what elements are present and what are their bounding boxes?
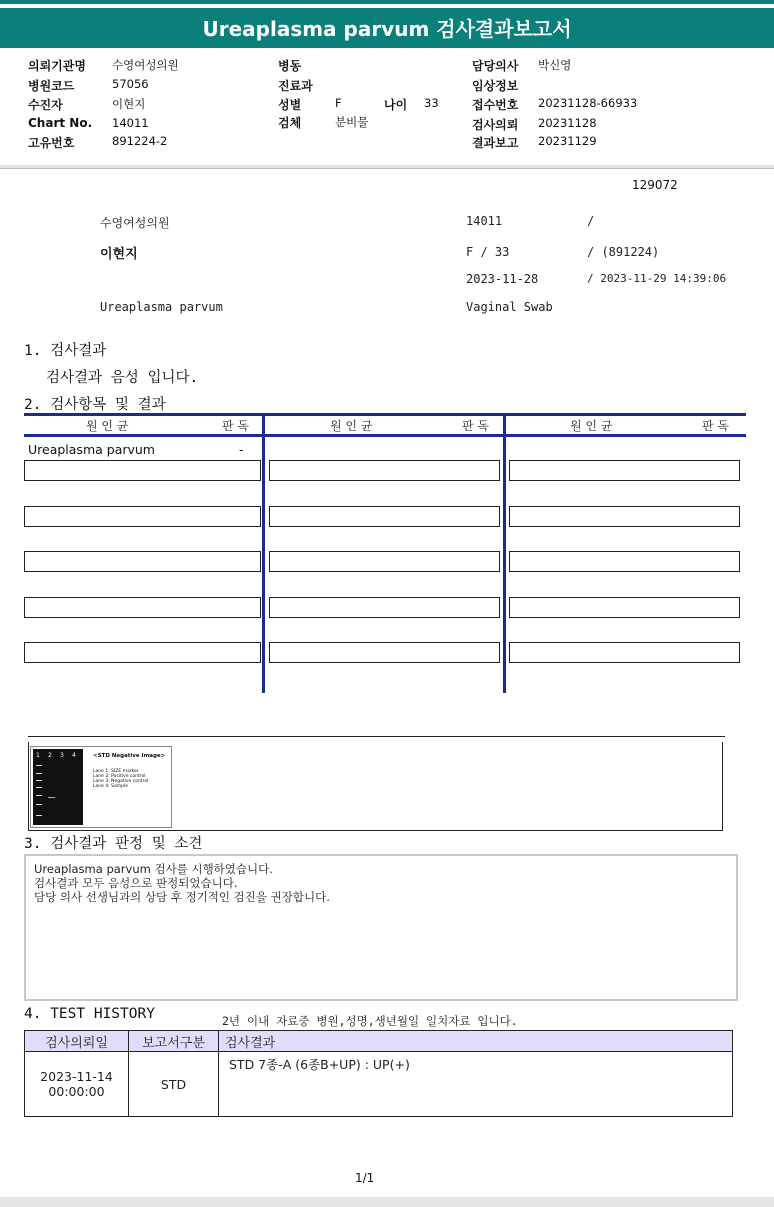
specimen-label: 검체 [278, 116, 302, 130]
dept-label: 진료과 [278, 79, 313, 93]
result-cell [509, 551, 740, 572]
result-cell [24, 460, 261, 481]
report-label: 결과보고 [472, 136, 519, 150]
report-number: 129072 [632, 178, 678, 192]
summary-hospital: 수영여성의원 [100, 216, 170, 230]
request-value: 20231128 [538, 116, 597, 130]
report-title: Ureaplasma parvum 검사결과보고서 [0, 8, 774, 48]
history-time: 00:00:00 [48, 1084, 105, 1099]
lane-4-label: 4 [72, 752, 76, 759]
history-date-cell [25, 1052, 129, 1117]
receipt-label: 접수번호 [472, 98, 519, 112]
lane-3-label: 3 [60, 752, 64, 759]
doctor-value: 박신영 [538, 58, 572, 72]
marker-band [36, 815, 42, 816]
request-label: 검사의뢰 [472, 118, 519, 132]
result-cell [24, 642, 261, 663]
gel-legend [93, 769, 148, 789]
col2-pathogen-header: 원 인 균 [330, 419, 373, 433]
age-label: 나이 [384, 98, 408, 112]
col1-pathogen-header: 원 인 균 [86, 419, 129, 433]
summary-test: Ureaplasma parvum [100, 300, 223, 314]
gel-title: <STD Negative Image> [93, 753, 166, 759]
marker-band [36, 765, 42, 766]
history-type: STD [129, 1052, 219, 1117]
table-top-rule [24, 413, 746, 416]
column-divider-2 [503, 413, 506, 693]
result-cell [509, 597, 740, 618]
col3-result-header: 판 독 [702, 419, 729, 433]
patient-label: 수진자 [28, 98, 63, 112]
finding-line: Ureaplasma parvum 검사를 시행하였습니다. [34, 862, 273, 876]
top-accent-line [0, 0, 774, 4]
page-number: 1/1 [355, 1171, 375, 1185]
sex-value: F [335, 96, 342, 110]
result-cell [269, 460, 500, 481]
sex-label: 성별 [278, 98, 302, 112]
summary-birth: / (891224) [587, 245, 660, 259]
unique-label: 고유번호 [28, 136, 75, 150]
section2-title: 2. 검사항목 및 결과 [24, 397, 166, 413]
result-cell [509, 506, 740, 527]
findings-box [24, 854, 738, 1001]
bottom-bar [0, 1197, 774, 1207]
hospital-label: 의뢰기관명 [28, 59, 86, 73]
section3-title: 3. 검사결과 판정 및 소견 [24, 836, 203, 852]
col3-pathogen-header: 원 인 균 [570, 419, 613, 433]
table-head-rule [24, 434, 746, 437]
unique-value: 891224-2 [112, 134, 168, 148]
report-value: 20231129 [538, 134, 597, 148]
marker-band [36, 795, 42, 796]
gel-legend-line: Lane 3: Negative control [93, 779, 149, 784]
summary-request-date: 2023-11-28 [466, 272, 539, 286]
column-divider-1 [262, 413, 265, 693]
result-cell [509, 642, 740, 663]
summary-chart: 14011 [466, 214, 503, 228]
header-divider-line [0, 168, 774, 169]
pathogen-result: - [239, 442, 244, 457]
history-result: STD 7종-A (6종B+UP) : UP(+) [219, 1052, 733, 1117]
marker-band [36, 787, 42, 788]
history-col-type: 보고서구분 [129, 1031, 219, 1052]
hospital-value: 수영여성의원 [112, 58, 179, 72]
gel-lanes-panel [33, 749, 83, 825]
history-note: 2년 이내 자료중 병원,성명,생년월일 일치자료 입니다. [222, 1014, 518, 1028]
receipt-value: 20231128-66933 [538, 96, 638, 110]
pathogen-name: Ureaplasma parvum [28, 442, 155, 457]
marker-band [36, 780, 42, 781]
gel-top-rule [28, 736, 725, 737]
doctor-label: 담당의사 [472, 59, 519, 73]
result-cell [269, 551, 500, 572]
lane-2-label: 2 [48, 752, 52, 759]
section4-title: 4. TEST HISTORY [24, 1006, 155, 1022]
patient-value: 이현지 [112, 97, 146, 111]
std-negative-gel-image [30, 746, 172, 828]
lane-1-label: 1 [36, 752, 40, 759]
marker-band [36, 773, 42, 774]
code-label: 병원코드 [28, 79, 75, 93]
finding-line: 담당 의사 선생님과의 상담 후 정기적인 검진을 권장합니다. [34, 890, 330, 904]
summary-report-datetime: / 2023-11-29 14:39:06 [587, 272, 727, 285]
gel-legend-line: Lane 2: Positive control [93, 774, 146, 779]
summary-slash: / [587, 214, 595, 228]
test-history-table [24, 1030, 733, 1117]
summary-sex-age: F / 33 [466, 245, 510, 259]
result-cell [269, 642, 500, 663]
result-cell [24, 551, 261, 572]
ward-label: 병동 [278, 59, 302, 73]
result-cell [269, 597, 500, 618]
result-cell [269, 506, 500, 527]
col1-result-header: 판 독 [222, 419, 249, 433]
specimen-value: 분비물 [335, 115, 369, 129]
age-value: 33 [424, 96, 439, 110]
summary-patient: 이현지 [100, 247, 138, 262]
table-row [25, 1052, 733, 1117]
result-cell [24, 506, 261, 527]
history-col-result: 검사결과 [219, 1031, 733, 1052]
marker-band [36, 804, 42, 805]
section1-result: 검사결과 음성 입니다. [46, 370, 199, 386]
result-cell [509, 460, 740, 481]
finding-line: 검사결과 모두 음성으로 판정되었습니다. [34, 876, 238, 890]
chart-value: 14011 [112, 116, 149, 130]
history-date: 2023-11-14 [40, 1069, 113, 1084]
clinical-label: 임상정보 [472, 79, 519, 93]
history-col-date: 검사의뢰일 [25, 1031, 129, 1052]
section1-title: 1. 검사결과 [24, 343, 107, 359]
code-value: 57056 [112, 77, 149, 91]
summary-specimen: Vaginal Swab [466, 300, 553, 314]
result-cell [24, 597, 261, 618]
positive-band [48, 797, 55, 798]
gel-legend-line: Lane 1: SIZE marker [93, 769, 139, 774]
col2-result-header: 판 독 [462, 419, 489, 433]
chart-label: Chart No. [28, 116, 93, 130]
gel-legend-line: Lane 4: Sample [93, 784, 128, 789]
